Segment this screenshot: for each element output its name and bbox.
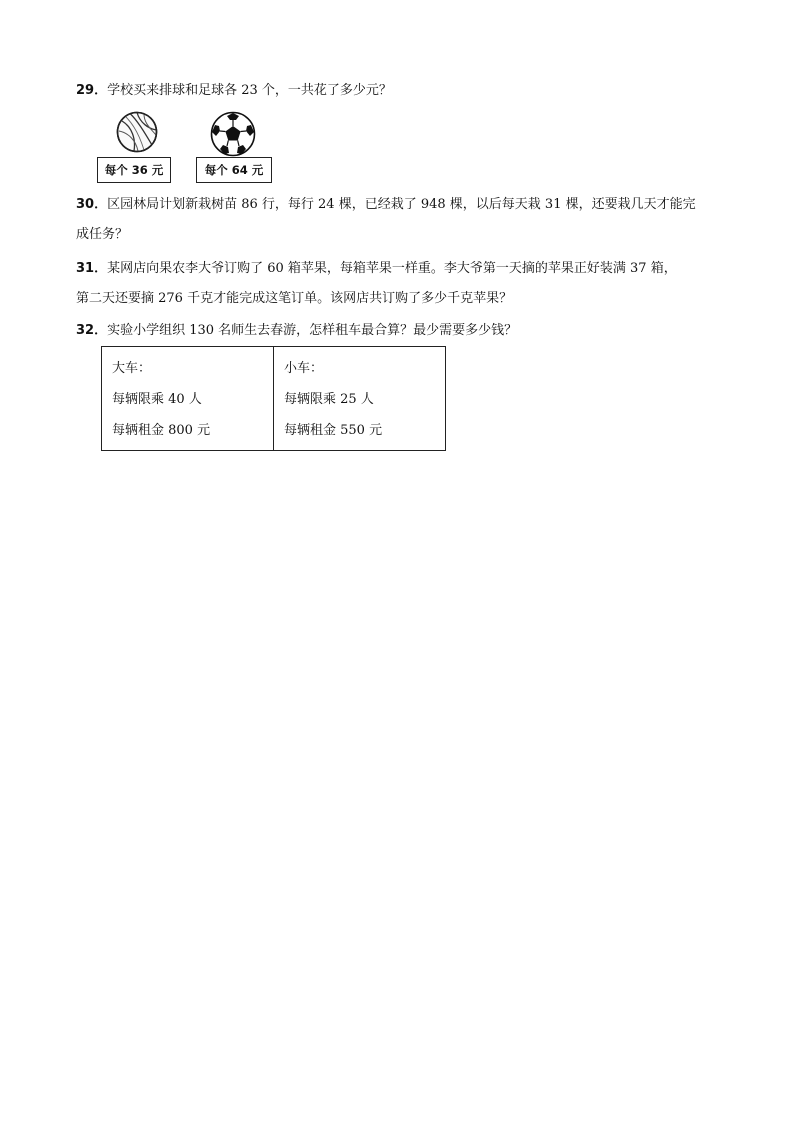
question-text: 学校买来排球和足球各 23 个，一共花了多少元？: [107, 83, 392, 98]
question-text: 区园林局计划新栽树苗 86 行，每行 24 棵，已经栽了 948 棵，以后每天栽 31 棵，还要栽几天才能完: [107, 197, 696, 212]
question-text: 成任务？: [76, 227, 129, 242]
big-bus-rent: 每辆租金 800 元: [112, 423, 211, 438]
big-bus-title: 大车：: [112, 361, 152, 376]
question-number: 32．: [76, 323, 108, 338]
question-text: 第二天还要摘 276 千克才能完成这笔订单。该网店共订购了多少千克苹果？: [76, 291, 513, 306]
question-number: 31．: [76, 261, 108, 276]
small-bus-title: 小车：: [284, 361, 324, 376]
big-bus-cell: [102, 347, 274, 451]
question-31: [76, 254, 677, 314]
football-price-tag: 每个 64 元: [196, 157, 272, 183]
big-bus-capacity: 每辆限乘 40 人: [112, 392, 202, 407]
question-29: [76, 76, 392, 106]
small-bus-cell: [274, 347, 446, 451]
rental-table: [101, 346, 446, 451]
football-icon: [210, 111, 256, 161]
question-number: 30．: [76, 197, 108, 212]
question-text: 实验小学组织 130 名师生去春游，怎样租车最合算？最少需要多少钱？: [107, 323, 518, 338]
question-32: [76, 316, 517, 346]
volleyball-price-tag: 每个 36 元: [97, 157, 171, 183]
volleyball-icon: [116, 111, 158, 157]
small-bus-capacity: 每辆限乘 25 人: [284, 392, 374, 407]
question-number: 29．: [76, 83, 108, 98]
question-30: [76, 190, 696, 250]
small-bus-rent: 每辆租金 550 元: [284, 423, 383, 438]
question-text: 某网店向果农李大爷订购了 60 箱苹果，每箱苹果一样重。李大爷第一天摘的苹果正好装满 37 箱，: [107, 261, 677, 276]
